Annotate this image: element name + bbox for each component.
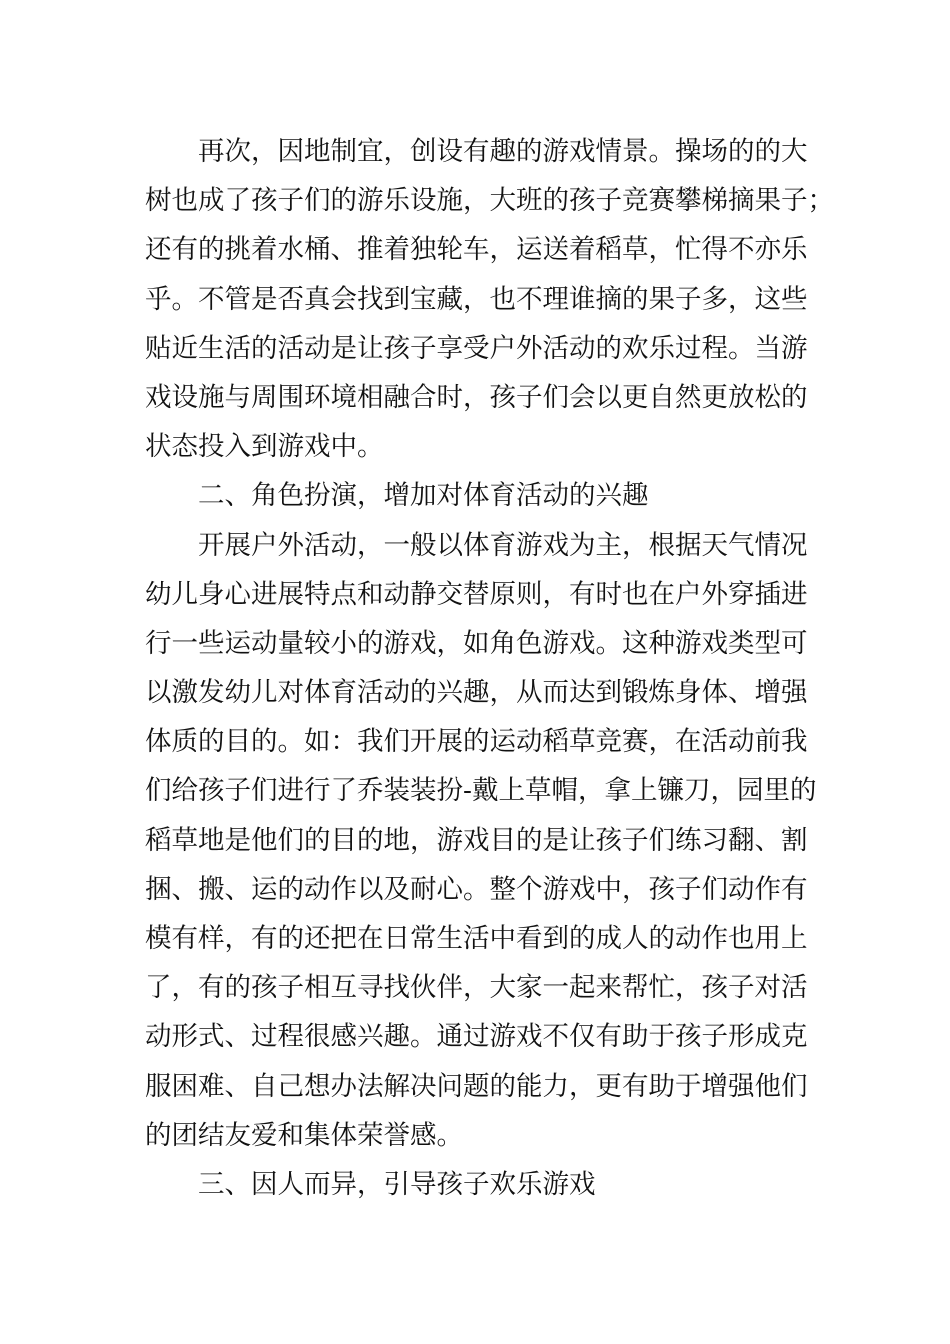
paragraph-1-line-5: 贴近生活的活动是让孩子享受户外活动的欢乐过程。当游 <box>145 332 808 364</box>
paragraph-1-line-3: 还有的挑着水桶、推着独轮车，运送着稻草，忙得不亦乐 <box>145 234 808 266</box>
paragraph-2-line-10: 了，有的孩子相互寻找伙伴，大家一起来帮忙，孩子对活 <box>145 972 808 1004</box>
paragraph-2-line-3: 行一些运动量较小的游戏，如角色游戏。这种游戏类型可 <box>145 627 808 659</box>
paragraph-1-line-1: 再次，因地制宜，创设有趣的游戏情景。操场的的大 <box>198 136 808 167</box>
paragraph-2-line-2: 幼儿身心进展特点和动静交替原则，有时也在户外穿插进 <box>145 578 808 610</box>
paragraph-1-line-2: 树也成了孩子们的游乐设施，大班的孩子竞赛攀梯摘果子； <box>145 185 834 217</box>
document-body <box>145 127 834 1209</box>
paragraph-1-line-6: 戏设施与周围环境相融合时，孩子们会以更自然更放松的 <box>145 381 808 413</box>
paragraph-2-line-12: 服困难、自己想办法解决问题的能力，更有助于增强他们 <box>145 1070 808 1102</box>
paragraph-2-line-4: 以激发幼儿对体育活动的兴趣，从而达到锻炼身体、增强 <box>145 677 808 709</box>
paragraph-2-line-9: 模有样，有的还把在日常生活中看到的成人的动作也用上 <box>145 923 808 954</box>
paragraph-2-line-7: 稻草地是他们的目的地，游戏目的是让孩子们练习翻、割 <box>145 824 808 856</box>
section-heading-2: 二、角色扮演，增加对体育活动的兴趣 <box>198 480 649 512</box>
paragraph-1-line-7: 状态投入到游戏中。 <box>145 431 384 463</box>
paragraph-2-line-5: 体质的目的。如：我们开展的运动稻草竞赛，在活动前我 <box>145 726 808 758</box>
paragraph-2-line-8: 捆、搬、运的动作以及耐心。整个游戏中，孩子们动作有 <box>145 873 808 905</box>
section-heading-3: 三、因人而异，引导孩子欢乐游戏 <box>198 1168 596 1200</box>
paragraph-2-line-11: 动形式、过程很感兴趣。通过游戏不仅有助于孩子形成克 <box>145 1021 808 1053</box>
paragraph-2-line-13: 的团结友爱和集体荣誉感。 <box>145 1119 463 1151</box>
paragraph-2-line-1: 开展户外活动，一般以体育游戏为主，根据天气情况 <box>198 529 808 561</box>
paragraph-1-line-4: 乎。不管是否真会找到宝藏，也不理谁摘的果子多，这些 <box>145 283 808 315</box>
paragraph-2-line-6: 们给孩子们进行了乔装装扮-戴上草帽，拿上镰刀，园里的 <box>145 775 817 807</box>
